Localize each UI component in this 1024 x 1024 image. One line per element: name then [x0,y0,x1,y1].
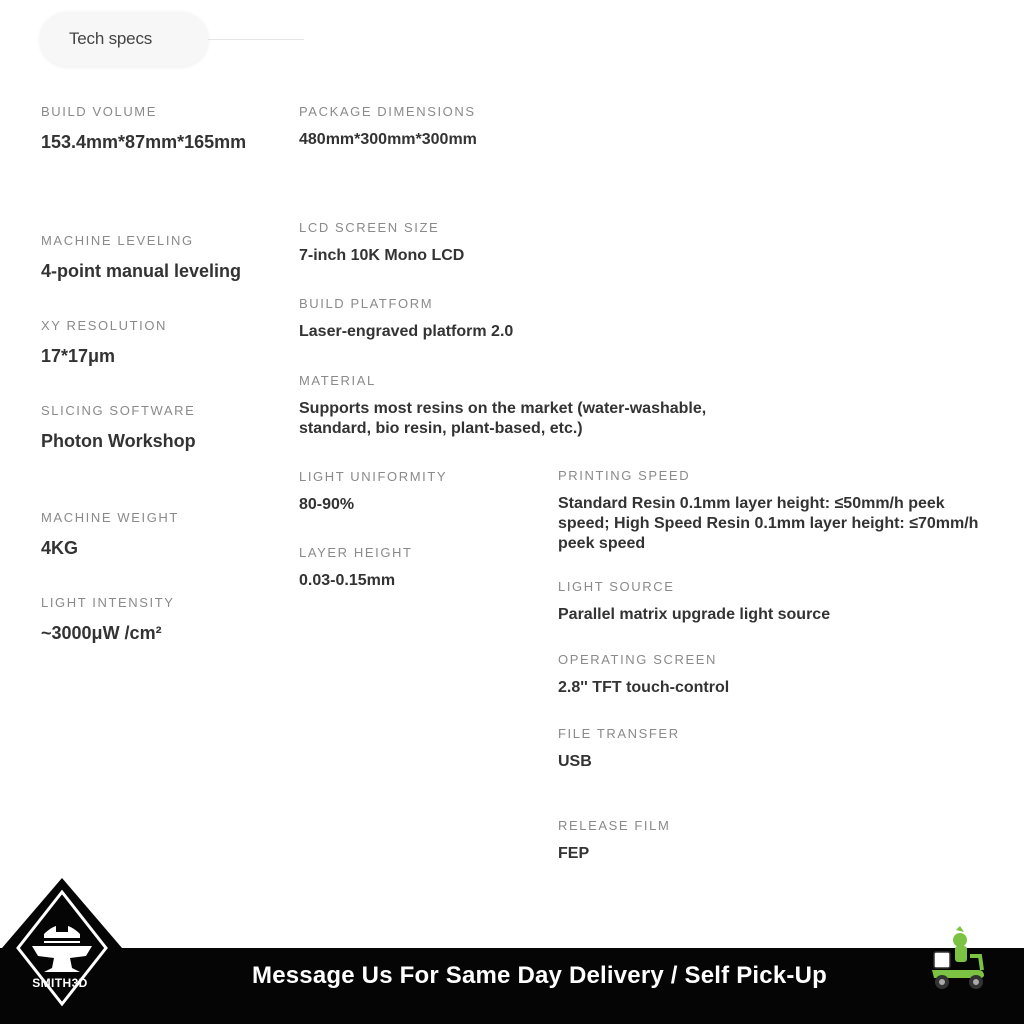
spec-value: Parallel matrix upgrade light source [558,606,831,623]
spec-layer-height [299,545,413,591]
spec-value [299,399,706,439]
spec-value: 4KG [41,538,79,558]
spec-value: FEP [558,845,590,862]
spec-value-line: Supports most resins on the market (water-washable, [299,400,707,417]
spec-build-platform [299,296,513,342]
spec-release-film [558,818,670,864]
spec-label: LAYER HEIGHT [299,545,413,560]
spec-label: LCD SCREEN SIZE [299,220,440,235]
brand-logo-text: SMITH3D [32,976,88,990]
spec-label: PACKAGE DIMENSIONS [299,104,476,119]
spec-value [558,494,978,554]
spec-light-source [558,579,830,625]
spec-value: 0.03-0.15mm [299,572,396,589]
spec-label: BUILD PLATFORM [299,296,434,311]
spec-label: MATERIAL [299,373,376,388]
spec-value: ~3000μW /cm² [41,623,162,643]
tab-tech-specs[interactable]: Tech specs [40,12,208,66]
spec-label: LIGHT SOURCE [558,579,675,594]
spec-value: 4-point manual leveling [41,261,242,281]
spec-file-transfer [558,726,680,772]
spec-value: Photon Workshop [41,431,196,451]
spec-label: FILE TRANSFER [558,726,680,741]
spec-label: RELEASE FILM [558,818,671,833]
spec-value: 80-90% [299,496,355,513]
spec-label: MACHINE LEVELING [41,233,194,248]
anvil-shield-icon [0,876,124,1024]
spec-value: 153.4mm*87mm*165mm [41,132,247,152]
spec-light-intensity [41,595,175,643]
spec-package-dimensions [299,104,477,150]
spec-label: BUILD VOLUME [41,104,158,119]
spec-value-line: speed; High Speed Resin 0.1mm layer height: ≤70mm/h [558,515,979,532]
spec-build-volume [41,104,246,152]
spec-value-line: Standard Resin 0.1mm layer height: ≤50mm/h peek [558,495,945,512]
spec-label: OPERATING SCREEN [558,652,717,667]
spec-value: 17*17μm [41,346,116,366]
spec-operating-screen [558,652,729,698]
spec-xy-resolution [41,318,167,366]
spec-value: 2.8'' TFT touch-control [558,679,730,696]
spec-label: LIGHT INTENSITY [41,595,175,610]
spec-light-uniformity [299,469,447,515]
spec-value-line: standard, bio resin, plant-based, etc.) [299,420,583,437]
spec-lcd-screen-size [299,220,464,266]
spec-printing-speed [558,468,978,554]
spec-material [299,373,706,439]
spec-label: PRINTING SPEED [558,468,691,483]
spec-machine-weight [41,510,179,558]
spec-slicing-software [41,403,196,451]
spec-label: LIGHT UNIFORMITY [299,469,448,484]
delivery-scooter-icon [926,926,990,992]
spec-value: 7-inch 10K Mono LCD [299,247,465,264]
spec-value: USB [558,753,592,770]
spec-label: MACHINE WEIGHT [41,510,179,525]
spec-machine-leveling [41,233,241,281]
spec-label: XY RESOLUTION [41,318,168,333]
tab-divider [208,39,304,40]
spec-value: Laser-engraved platform 2.0 [299,323,514,340]
spec-value: 480mm*300mm*300mm [299,131,477,148]
spec-value-line: peek speed [558,535,646,552]
spec-label: SLICING SOFTWARE [41,403,196,418]
footer-message: Message Us For Same Day Delivery / Self Pick-Up [252,962,827,989]
